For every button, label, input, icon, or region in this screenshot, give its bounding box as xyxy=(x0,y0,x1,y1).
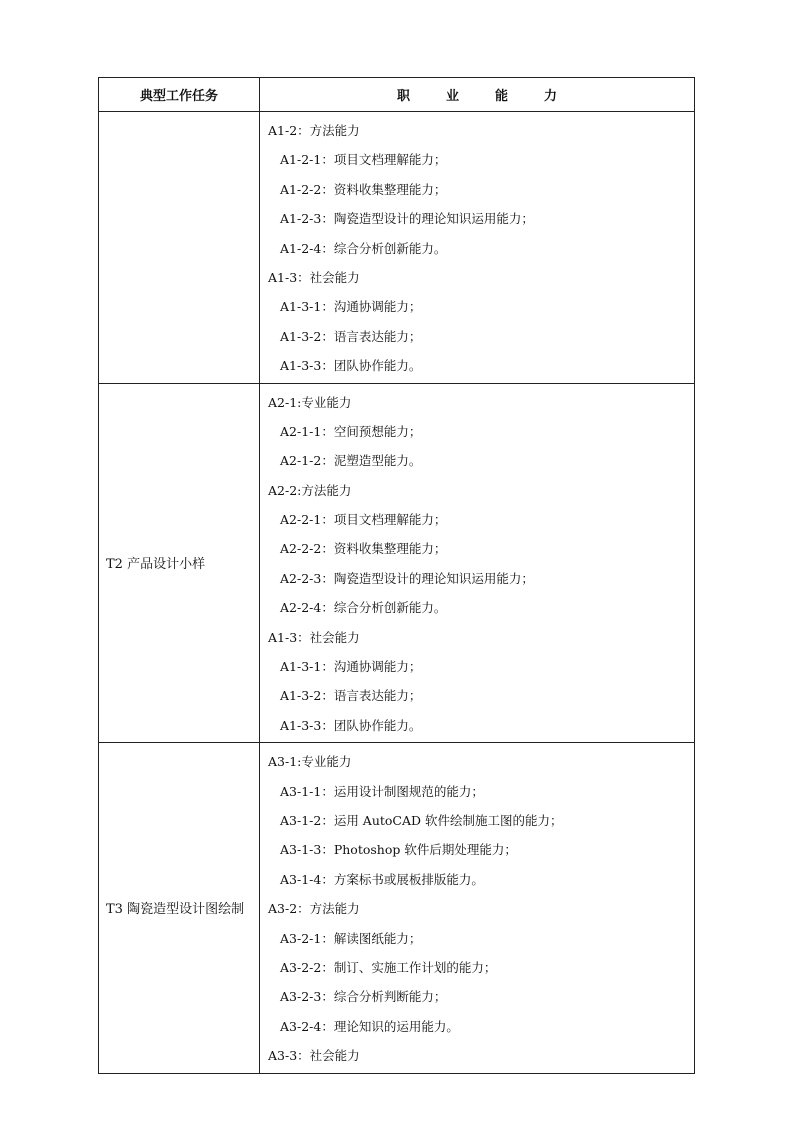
ability-cell xyxy=(260,743,695,1073)
ability-item: A3-1-3：Photoshop 软件后期处理能力； xyxy=(280,842,517,858)
task-cell xyxy=(99,112,260,384)
ability-group-title: A3-3：社会能力 xyxy=(268,1048,360,1064)
ability-group-title: A3-1:专业能力 xyxy=(268,754,352,770)
task-cell: T2 产品设计小样 xyxy=(99,383,260,743)
task-cell: T3 陶瓷造型设计图绘制 xyxy=(99,743,260,1073)
ability-item: A2-2-1：项目文档理解能力； xyxy=(280,512,447,528)
ability-item: A2-1-2：泥塑造型能力。 xyxy=(280,453,422,469)
ability-cell xyxy=(260,112,695,384)
ability-item: A1-3-1：沟通协调能力； xyxy=(280,299,422,315)
ability-group-title: A2-2:方法能力 xyxy=(268,482,352,498)
ability-item: A3-2-3：综合分析判断能力； xyxy=(280,989,447,1005)
table-header-row xyxy=(99,78,695,112)
ability-item: A3-1-2：运用 AutoCAD 软件绘制施工图的能力； xyxy=(280,812,563,828)
ability-group-title: A1-3：社会能力 xyxy=(268,269,360,285)
table-row xyxy=(99,743,695,1073)
ability-group-title: A1-2：方法能力 xyxy=(268,123,360,138)
ability-item: A2-2-3：陶瓷造型设计的理论知识运用能力； xyxy=(280,570,534,586)
ability-item: A3-1-1：运用设计制图规范的能力； xyxy=(280,783,484,799)
ability-cell xyxy=(260,383,695,743)
ability-item: A1-2-4：综合分析创新能力。 xyxy=(280,240,447,256)
ability-item: A3-2-1：解读图纸能力； xyxy=(280,930,422,946)
ability-item: A2-2-4：综合分析创新能力。 xyxy=(280,600,447,616)
ability-item: A3-2-4：理论知识的运用能力。 xyxy=(280,1018,459,1034)
ability-group-title: A1-3：社会能力 xyxy=(268,629,360,645)
ability-group-title: A3-2：方法能力 xyxy=(268,901,360,917)
ability-item: A1-2-2：资料收集整理能力； xyxy=(280,181,447,197)
table-row xyxy=(99,383,695,743)
table-body xyxy=(99,112,695,1074)
ability-item: A2-1-1：空间预想能力； xyxy=(280,423,422,439)
ability-item: A1-3-3：团队协作能力。 xyxy=(280,358,422,374)
header-ability: 职业能力 xyxy=(260,78,695,112)
ability-item: A2-2-2：资料收集整理能力； xyxy=(280,541,447,557)
ability-item: A1-3-1：沟通协调能力； xyxy=(280,659,422,675)
header-task: 典型工作任务 xyxy=(99,78,260,112)
competency-table xyxy=(98,77,695,1074)
ability-item: A1-2-1：项目文档理解能力； xyxy=(280,152,447,168)
ability-item: A1-3-2：语言表达能力； xyxy=(280,328,422,344)
table-row xyxy=(99,112,695,384)
ability-group-title: A2-1:专业能力 xyxy=(268,394,352,410)
ability-item: A1-3-2：语言表达能力； xyxy=(280,688,422,704)
ability-item: A1-2-3：陶瓷造型设计的理论知识运用能力； xyxy=(280,211,534,227)
ability-item: A1-3-3：团队协作能力。 xyxy=(280,717,422,733)
ability-item: A3-2-2：制订、实施工作计划的能力； xyxy=(280,959,497,975)
ability-item: A3-1-4：方案标书或展板排版能力。 xyxy=(280,871,484,887)
